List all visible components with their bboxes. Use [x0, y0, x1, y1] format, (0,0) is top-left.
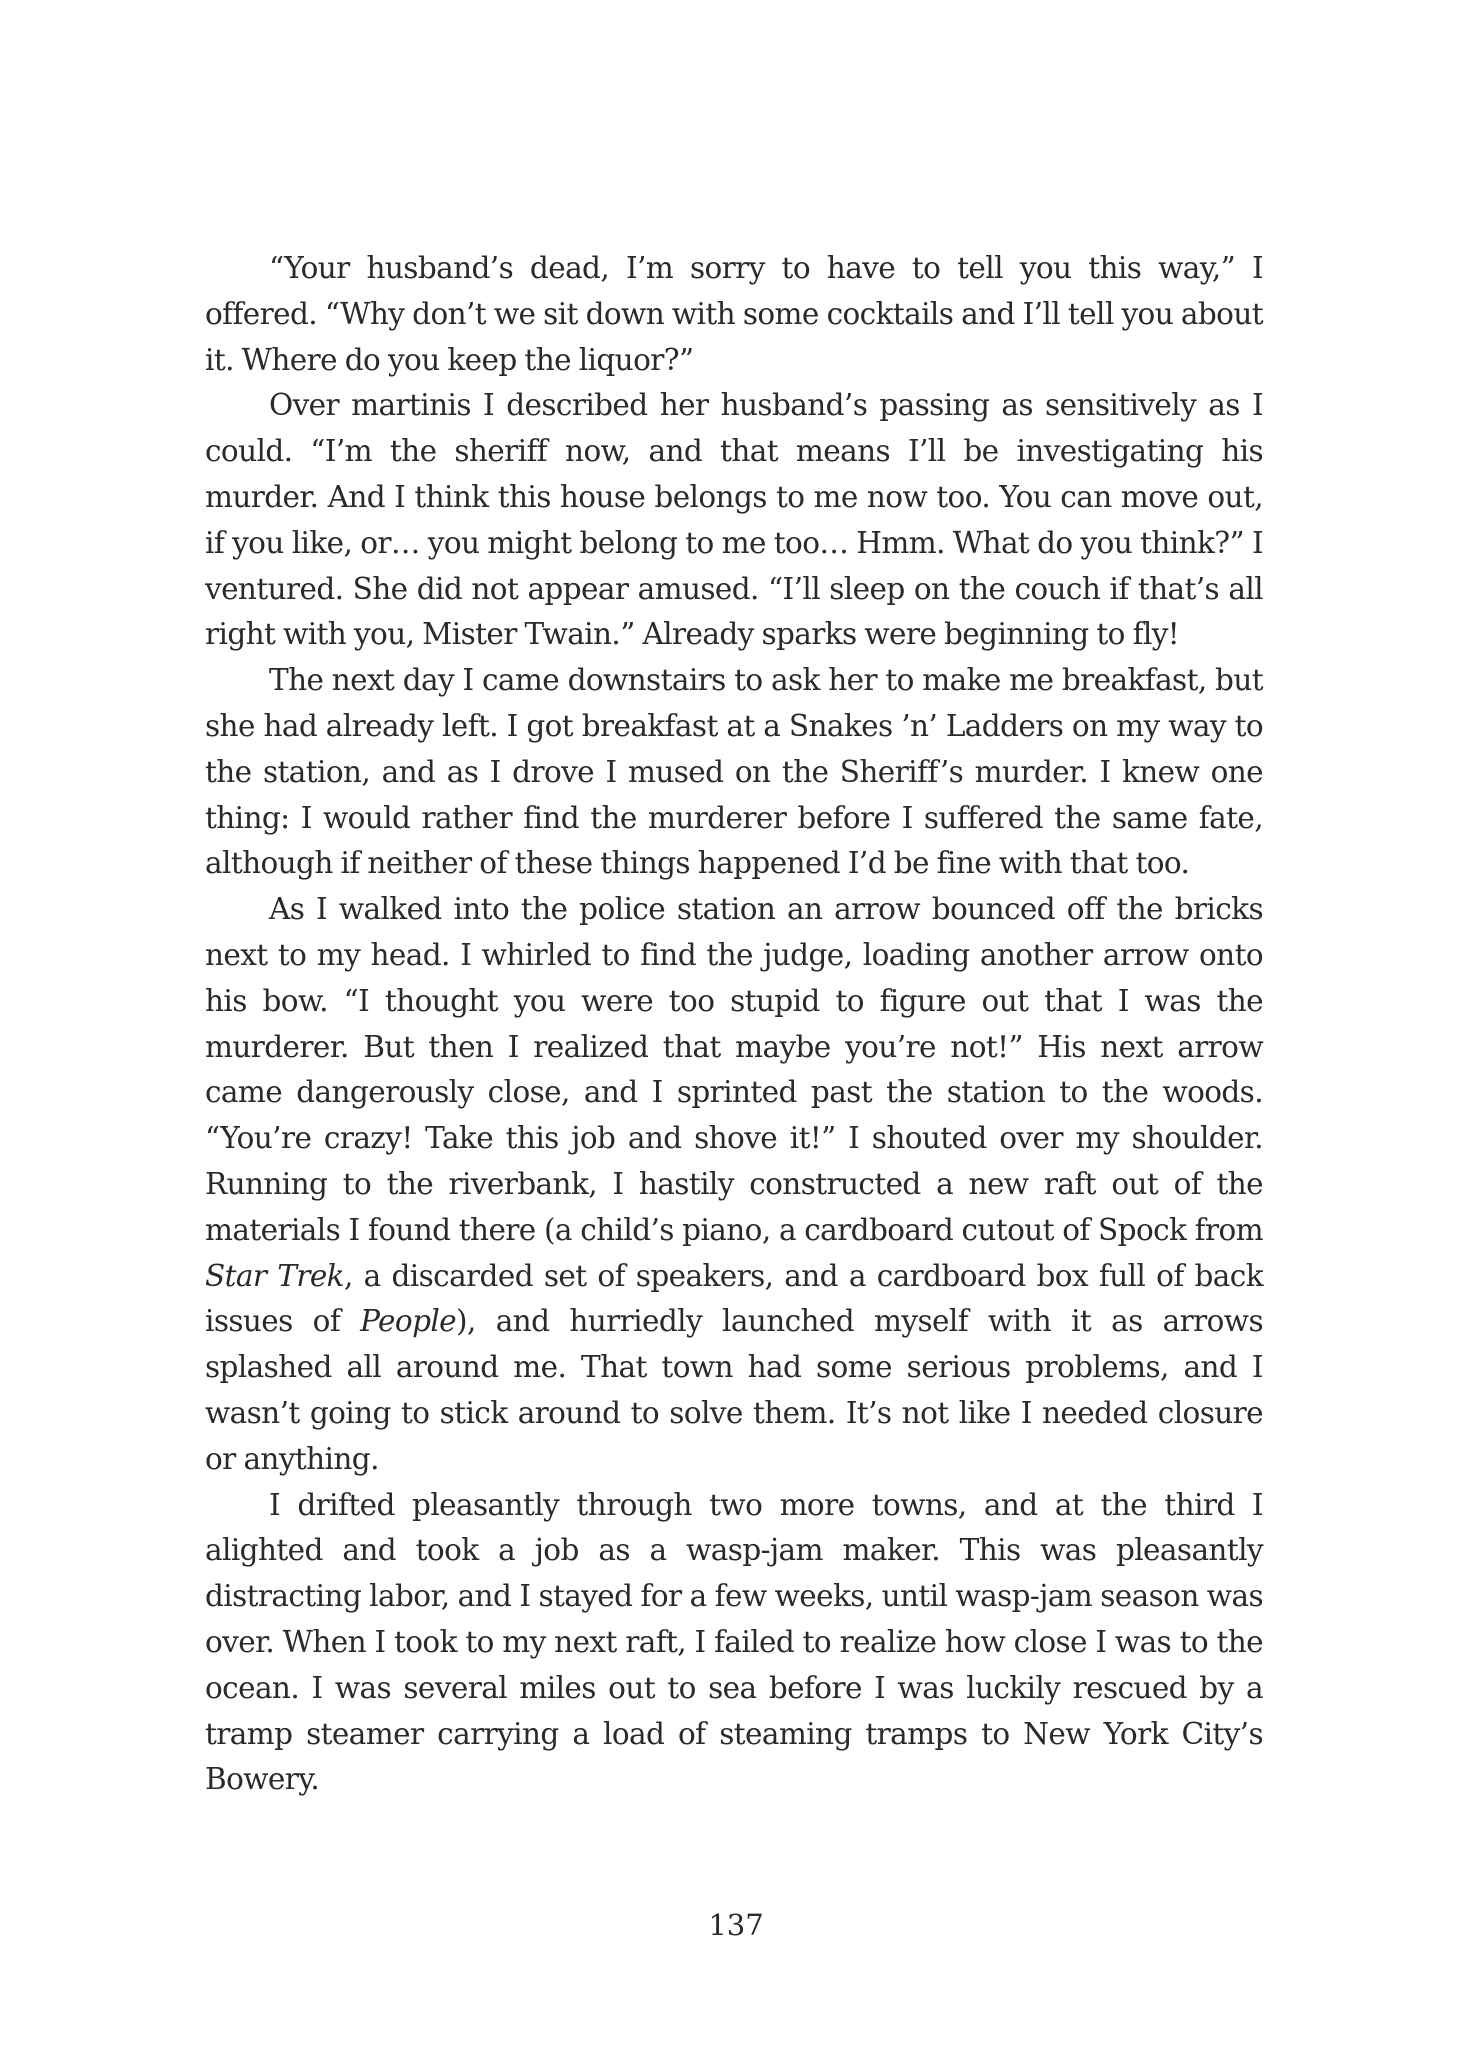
italic-title: People — [360, 1304, 457, 1339]
paragraph: “Your husband’s dead, I’m sorry to have to tell you this way,” I offered. “Why don’t we sit down with some cocktails and I’ll tell you about it. Where do you keep the liquor?” — [205, 251, 1263, 377]
paragraph: I drifted pleasantly through two more towns, and at the third I alighted and took a job as a wasp-jam maker. This was pleasantly distracting labor, and I stayed for a few weeks, until wasp-jam season was over. When I took to my next raft, I failed to realize how close I was to the ocean. I was several miles out to sea before I was luckily rescued by a tramp steamer carrying a load of steaming tramps to New York City’s Bowery. — [205, 1487, 1263, 1797]
paragraph-text: As I walked into the police station an arrow bounced off the bricks next to my head. I whirled to find the judge, loading another arrow onto his bow. “I thought you were too stupid to figure out that I was the murderer. But then I realized that maybe you’re not!” His next arrow came dangerously close, and I sprinted past the station to the woods. “You’re crazy! Take this job and shove it!” I shouted over my shoulder. Running to the riverbank, I hastily constructed a new raft out of the materials I found there (a child’s piano, a cardboard cutout of Spock from — [205, 892, 1263, 1247]
page-number: 137 — [708, 1908, 764, 1942]
paragraph: Over martinis I described her husband’s passing as sensitively as I could. “I’m the sheriff now, and that means I’ll be investigating his murder. And I think this house belongs to me now too. You can move out, if you like, or… you might belong to me too… Hmm. What do you think?” I ventured. She did not appear amused. “I’ll sleep on the couch if that’s all right with you, Mister Twain.” Already sparks were beginning to fly! — [205, 388, 1263, 652]
body-text — [205, 246, 1263, 1803]
paragraph: The next day I came downstairs to ask her to make me breakfast, but she had already left. I got breakfast at a Snakes ’n’ Ladders on my way to the station, and as I drove I mused on the Sheriff’s murder. I knew one thing: I would rather find the murderer before I suffered the same fate, although if neither of these things happened I’d be fine with that too. — [205, 663, 1263, 881]
paragraph — [205, 887, 1263, 1482]
italic-title: Star Trek — [205, 1258, 344, 1293]
paragraph-text: ), and hurriedly launched myself with it as arrows splashed all around me. That town had some serious problems, and I wasn’t going to stick around to solve them. It’s not like I needed closure or anything. — [205, 1304, 1263, 1476]
paragraph-text: , a discarded set of speakers, and a cardboard box full of back issues of — [205, 1258, 1263, 1339]
